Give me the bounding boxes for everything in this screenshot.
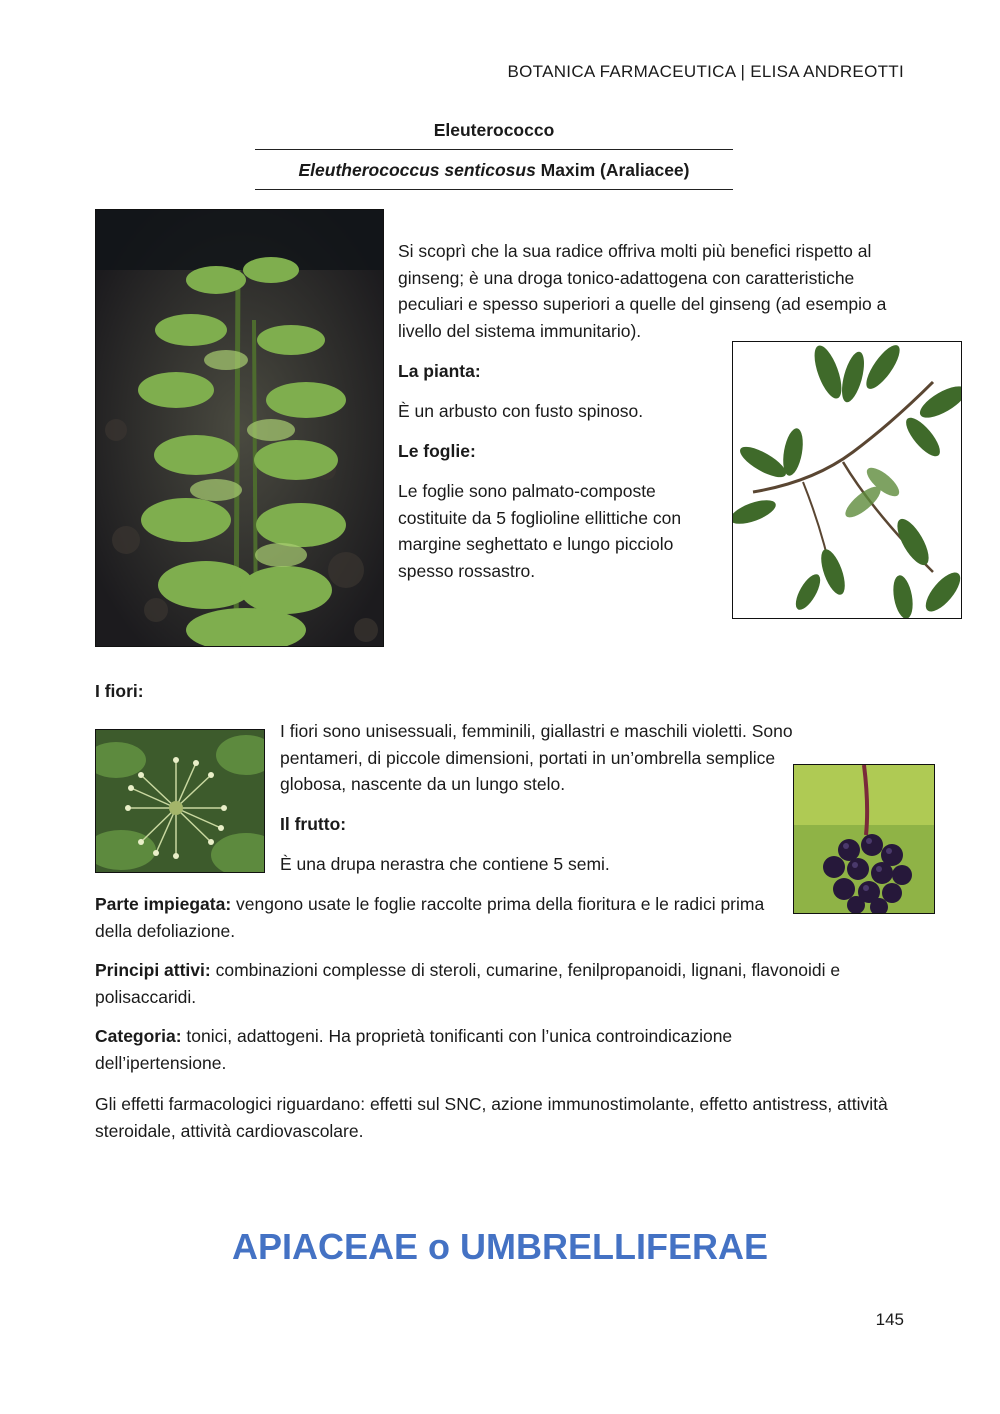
running-header: BOTANICA FARMACEUTICA | ELISA ANDREOTTI xyxy=(507,62,904,81)
parte-text: vengono usate le foglie raccolte prima della fioritura e le radici prima della defoliazione. xyxy=(95,894,765,941)
principi-text: combinazioni complesse di steroli, cumarine, fenilpropanoidi, lignani, flavonoidi e polisaccaridi. xyxy=(95,960,841,1007)
flower-photo xyxy=(95,729,265,873)
leaf-photo xyxy=(732,341,962,619)
categoria-text: tonici, adattogeni. Ha proprietà tonificanti con l’unica controindicazione dell’ipertensione. xyxy=(95,1026,733,1073)
foglie-text: Le foglie sono palmato-composte costituite da 5 foglioline ellittiche con margine seghettato e lungo picciolo spesso rossastro. xyxy=(398,481,682,581)
frutto-text: È una drupa nerastra che contiene 5 semi. xyxy=(280,854,610,874)
section-heading: APIACEAE o UMBRELLIFERAE xyxy=(231,1226,768,1267)
principi-label: Principi attivi: xyxy=(95,960,211,980)
author-family: Maxim (Araliacee) xyxy=(535,160,690,180)
categoria-label: Categoria: xyxy=(95,1026,182,1046)
principi-paragraph xyxy=(95,957,905,1010)
fiori-label: I fiori: xyxy=(95,681,144,701)
intro-paragraph: Si scoprì che la sua radice offriva molti più benefici rispetto al ginseng; è una droga tonico-adattogena con caratteristiche peculiari e spesso superiori a quelle del ginseng (ad esempio a livello del sistema immunitario). xyxy=(398,241,887,341)
plant-photo xyxy=(95,209,384,647)
latin-name: Eleutherococcus senticosus xyxy=(298,160,536,180)
effetti-paragraph: Gli effetti farmacologici riguardano: effetti sul SNC, azione immunostimolante, effetto antistress, attività steroidale, attività cardiovascolare. xyxy=(95,1094,888,1141)
fruit-photo xyxy=(793,764,935,914)
categoria-paragraph xyxy=(95,1023,795,1076)
title-block xyxy=(255,114,733,190)
common-name-title: Eleuterococco xyxy=(255,114,733,150)
frutto-label: Il frutto: xyxy=(280,814,347,834)
parte-label: Parte impiegata: xyxy=(95,894,232,914)
pianta-label: La pianta: xyxy=(398,361,481,381)
page-number: 145 xyxy=(875,1310,904,1329)
parte-paragraph xyxy=(95,891,765,944)
latin-name-title xyxy=(255,150,733,190)
foglie-label: Le foglie: xyxy=(398,441,476,461)
pianta-text: È un arbusto con fusto spinoso. xyxy=(398,401,644,421)
fiori-text: I fiori sono unisessuali, femminili, giallastri e maschili violetti. Sono pentameri, di piccole dimensioni, portati in un’ombrella semplice globosa, nascente da un lungo stelo. xyxy=(280,721,793,794)
